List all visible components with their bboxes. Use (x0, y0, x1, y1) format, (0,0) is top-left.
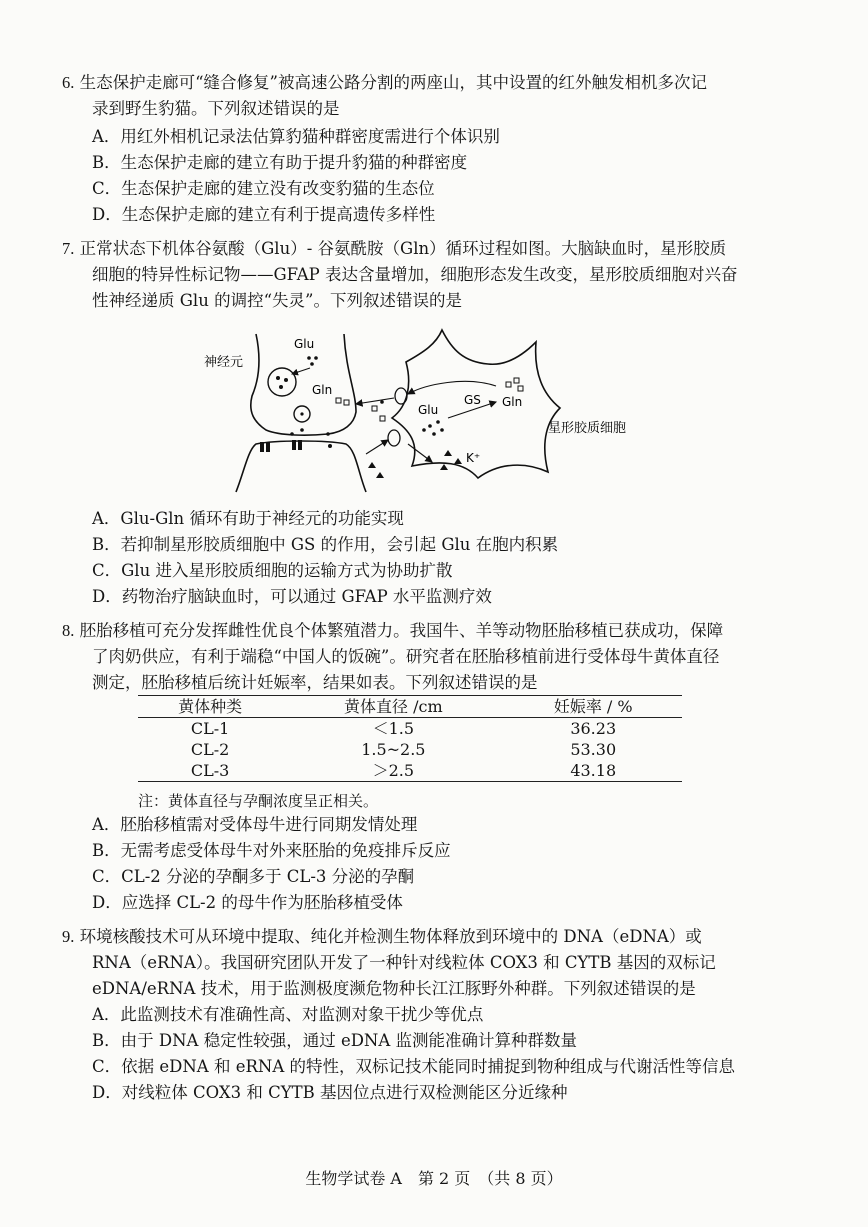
table-cell: CL-2 (190, 740, 230, 759)
table-row (138, 739, 682, 760)
astro-glu-dot (432, 432, 436, 436)
q9-stem-line-3: eDNA/eRNA 技术，用于监测极度濒危物种长江江豚野外种群。下列叙述错误的是 (92, 979, 696, 998)
q9-stem-line-2: RNA（eRNA）。我国研究团队开发了一种针对线粒体 COX3 和 CYTB 基因的双标记 (92, 953, 716, 972)
table-header-cell: 妊娠率 / % (504, 696, 682, 718)
gln-square (344, 400, 349, 405)
k-ion (368, 462, 376, 468)
q6-stem-line-2: 录到野生豹猫。下列叙述错误的是 (92, 99, 340, 118)
q9-option-c: C．依据 eDNA 和 eRNA 的特性，双标记技术能同时捕捉到物种组成与代谢活性等信息 (92, 1057, 735, 1076)
corpus-luteum-table (138, 695, 682, 782)
glu-dot (307, 356, 311, 360)
table-cell: 43.18 (504, 760, 682, 782)
table-header-row (138, 696, 682, 718)
k-efflux-arrow (408, 444, 432, 462)
q7-option-c: C．Glu 进入星形胶质细胞的运输方式为协助扩散 (92, 561, 453, 580)
receptor-1 (260, 442, 270, 452)
vesicle-dot (300, 412, 303, 415)
q7-option-a: A．Glu-Gln 循环有助于神经元的功能实现 (92, 509, 404, 528)
vesicle-dot (284, 378, 288, 382)
astro-glu-label: Glu (418, 403, 439, 417)
q9-option-a: A．此监测技术有准确性高、对监测对象干扰少等优点 (92, 1005, 484, 1024)
table-cell: 1.5~2.5 (361, 740, 426, 759)
q7-stem-line-3: 性神经递质 Glu 的调控“失灵”。下列叙述错误的是 (92, 291, 462, 310)
k-ion (444, 450, 452, 456)
q6-number: 6. (62, 73, 75, 92)
astro-glu-dot (428, 424, 432, 428)
q9-stem-text-1: 环境核酸技术可从环境中提取、纯化并检测生物体释放到环境中的 DNA（eDNA）或 (79, 927, 702, 946)
astro-glu-dot (440, 428, 444, 432)
table-row (138, 718, 682, 740)
q8-stem-line-3: 测定，胚胎移植后统计妊娠率，结果如表。下列叙述错误的是 (92, 673, 538, 692)
gln-square (514, 378, 519, 383)
q8-stem-line-1 (62, 620, 723, 642)
q9-option-d: D．对线粒体 COX3 和 CYTB 基因位点进行双检测能区分近缘种 (92, 1083, 568, 1102)
q6-option-b: B．生态保护走廊的建立有助于提升豹猫的种群密度 (92, 153, 468, 172)
q6-stem-text-1: 生态保护走廊可“缝合修复”被高速公路分割的两座山，其中设置的红外触发相机多次记 (79, 73, 707, 92)
q7-option-d: D．药物治疗脑缺血时，可以通过 GFAP 水平监测疗效 (92, 587, 492, 606)
q8-stem-text-1: 胚胎移植可充分发挥雌性优良个体繁殖潜力。我国牛、羊等动物胚胎移植已获成功，保障 (79, 621, 724, 640)
glu-dot (314, 356, 318, 360)
gln-to-neuron-arrow (356, 398, 394, 404)
gln-export-arrow (408, 381, 496, 394)
table-cell: 36.23 (570, 719, 617, 738)
q6-option-c: C．生态保护走廊的建立没有改变豹猫的生态位 (92, 179, 435, 198)
synaptic-vesicle (268, 368, 296, 396)
q8-option-c: C．CL-2 分泌的孕酮多于 CL-3 分泌的孕酮 (92, 867, 415, 886)
neuron-glu-label: Glu (294, 337, 315, 351)
q8-option-a: A．胚胎移植需对受体母牛进行同期发情处理 (92, 815, 418, 834)
cleft-glu-dot (300, 428, 304, 432)
table-cell: CL-3 (138, 760, 282, 782)
table-cell: 53.30 (570, 740, 617, 759)
receptor-bound-dot (328, 444, 332, 448)
k-ion (376, 472, 384, 478)
q7-stem-line-2: 细胞的特异性标记物——GFAP 表达含量增加，细胞形态发生改变，星形胶质细胞对兴奋 (92, 265, 738, 284)
vesicle-dot (279, 385, 283, 389)
astrocyte-label: 星形胶质细胞 (548, 421, 627, 436)
q9-stem-line-1 (62, 926, 702, 948)
table-note: 注：黄体直径与孕酮浓度呈正相关。 (138, 792, 379, 810)
q8-stem-line-2: 了肉奶供应，有利于端稳“中国人的饭碗”。研究者在胚胎移植前进行受体母牛黄体直径 (92, 647, 720, 666)
q6-option-d: D．生态保护走廊的建立有利于提高遗传多样性 (92, 205, 436, 224)
cleft-glu-dot (380, 400, 384, 404)
neuron-gln-label: Gln (312, 383, 333, 397)
k-label: K⁺ (466, 451, 481, 465)
q7-number: 7. (62, 239, 75, 258)
q8-option-d: D．应选择 CL-2 的母牛作为胚胎移植受体 (92, 893, 403, 912)
gs-label: GS (464, 393, 481, 407)
table-cell: ＞2.5 (282, 760, 504, 782)
page-footer: 生物学试卷 A 第 2 页 （共 8 页） (305, 1169, 563, 1188)
vesicle-dot (276, 376, 280, 380)
gln-square (506, 382, 511, 387)
table-row (138, 760, 682, 782)
astro-glu-dot (422, 428, 426, 432)
gln-transporter (395, 388, 407, 404)
glu-transporter (388, 430, 400, 446)
q8-option-b: B．无需考虑受体母牛对外来胚胎的免疫排斥反应 (92, 841, 451, 860)
glu-gln-cycle-figure (196, 322, 636, 502)
table-cell: ＜1.5 (372, 719, 415, 738)
cleft-glu-dot (326, 432, 330, 436)
glu-to-vesicle-arrow (292, 368, 310, 374)
q8-number: 8. (62, 621, 75, 640)
glu-uptake-arrow (366, 440, 388, 454)
astro-glu-dot (436, 420, 440, 424)
gln-square (336, 398, 341, 403)
gln-square (518, 386, 523, 391)
astro-gln-label: Gln (502, 395, 523, 409)
gln-square (380, 416, 385, 421)
k-ion (440, 464, 448, 470)
q9-number: 9. (62, 927, 75, 946)
cleft-glu-dot (290, 432, 294, 436)
q7-option-b: B．若抑制星形胶质细胞中 GS 的作用，会引起 Glu 在胞内积累 (92, 535, 559, 554)
glu-dot (310, 362, 314, 366)
q7-stem-text-1: 正常状态下机体谷氨酸（Glu）- 谷氨酰胺（Gln）循环过程如图。大脑缺血时，星形胶质 (79, 239, 727, 258)
table-header-cell: 黄体直径 /cm (282, 696, 504, 718)
q9-option-b: B．由于 DNA 稳定性较强，通过 eDNA 监测能准确计算种群数量 (92, 1031, 578, 1050)
k-ion (454, 458, 462, 464)
q7-stem-line-1 (62, 238, 726, 260)
q6-stem-line-1 (62, 72, 707, 94)
table-cell: CL-1 (190, 719, 230, 738)
neuron-label: 神经元 (204, 355, 244, 370)
table-header-cell: 黄体种类 (138, 696, 282, 718)
q6-option-a: A．用红外相机记录法估算豹猫种群密度需进行个体识别 (92, 127, 500, 146)
gln-square (372, 406, 377, 411)
